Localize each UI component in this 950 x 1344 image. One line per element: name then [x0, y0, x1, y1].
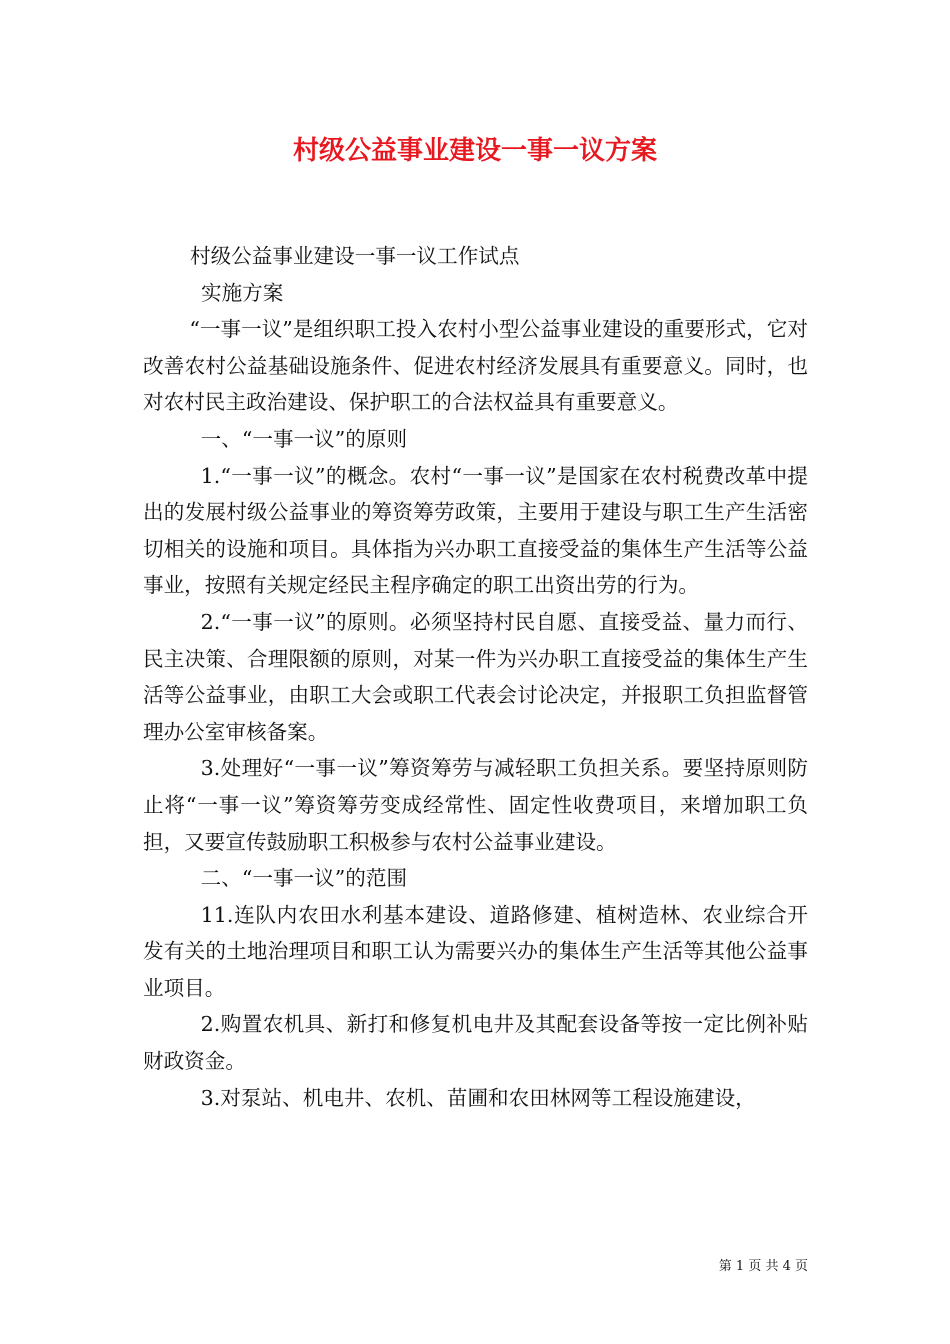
paragraph-intro: “一事一议”是组织职工投入农村小型公益事业建设的重要形式，它对改善农村公益基础设施条件、促进农村经济发展具有重要意义。同时，也对农村民主政治建设、保护职工的合法权益具有重要意义。: [143, 317, 808, 415]
paragraph-principle: 2.“一事一议”的原则。必须坚持村民自愿、直接受益、量力而行、民主决策、合理限额的原则，对某一件为兴办职工直接受益的集体生产生活等公益事业，由职工大会或职工代表会讨论决定，并报职工负担监督管理办公室审核备案。: [143, 609, 808, 744]
page-number: 第 1 页 共 4 页: [718, 1259, 808, 1274]
intro-line-1: 村级公益事业建设一事一议工作试点: [190, 244, 520, 268]
section-heading-1: 一、“一事一议”的原则: [200, 426, 408, 451]
section-heading-2: 二、“一事一议”的范围: [200, 866, 408, 891]
paragraph-scope-2: 2.购置农机具、新打和修复机电井及其配套设备等按一定比例补贴财政资金。: [143, 1012, 808, 1074]
document-body: [143, 238, 808, 1116]
document-title: 村级公益事业建设一事一议方案: [292, 136, 657, 166]
paragraph-scope-3: 3.对泵站、机电井、农机、苗圃和农田林网等工程设施建设，: [200, 1085, 756, 1110]
paragraph-scope-1: 11.连队内农田水利基本建设、道路修建、植树造林、农业综合开发有关的土地治理项目和职工认为需要兴办的集体生产生活等其他公益事业项目。: [143, 902, 808, 1000]
intro-line-2: 实施方案: [201, 280, 284, 305]
paragraph-burden: 3.处理好“一事一议”筹资筹劳与减轻职工负担关系。要坚持原则防止将“一事一议”筹资筹劳变成经常性、固定性收费项目，来增加职工负担，又要宣传鼓励职工积极参与农村公益事业建设。: [143, 756, 808, 854]
paragraph-concept: 1.“一事一议”的概念。农村“一事一议”是国家在农村税费改革中提出的发展村级公益事业的筹资筹劳政策，主要用于建设与职工生产生活密切相关的设施和项目。具体指为兴办职工直接受益的集体生产生活等公益事业，按照有关规定经民主程序确定的职工出资出劳的行为。: [143, 463, 808, 598]
